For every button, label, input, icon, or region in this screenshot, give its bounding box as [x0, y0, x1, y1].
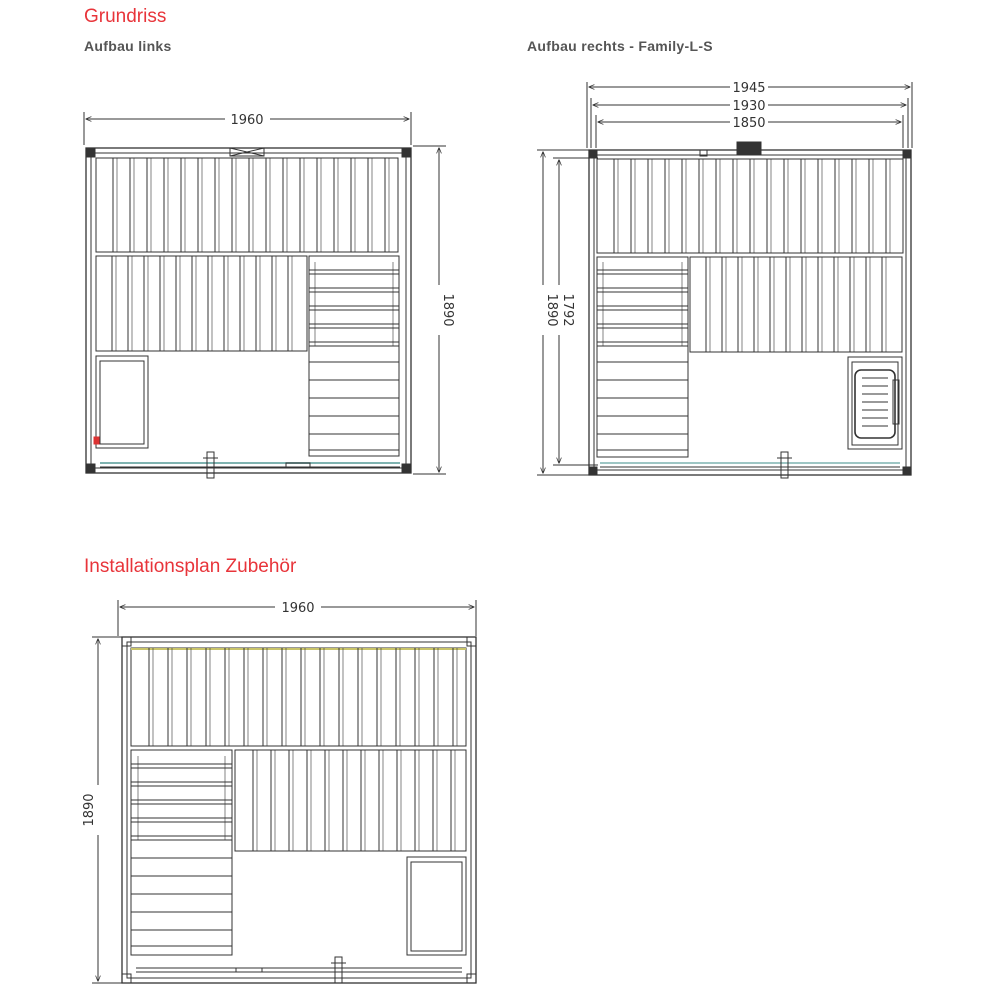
install-depth-label: 1890 [82, 793, 97, 827]
heading-installationsplan: Installationsplan Zubehör [84, 556, 297, 577]
right-width-outer-label: 1945 [732, 81, 766, 96]
left-depth-label: 1890 [440, 293, 455, 327]
install-width-label: 1960 [281, 601, 315, 616]
subheading-aufbau-links: Aufbau links [84, 38, 172, 54]
subheading-aufbau-rechts: Aufbau rechts - Family-L-S [527, 38, 713, 54]
plan-aufbau-rechts [537, 82, 912, 478]
right-width-mid-label: 1930 [732, 99, 766, 114]
right-depth-inner-label: 1792 [560, 293, 575, 327]
heading-grundriss: Grundriss [84, 6, 167, 27]
right-width-inner-label: 1850 [732, 116, 766, 131]
plan-aufbau-links [84, 112, 446, 478]
plan-installation [92, 600, 476, 983]
right-depth-outer-label: 1890 [544, 293, 559, 327]
left-width-label: 1960 [230, 113, 264, 128]
